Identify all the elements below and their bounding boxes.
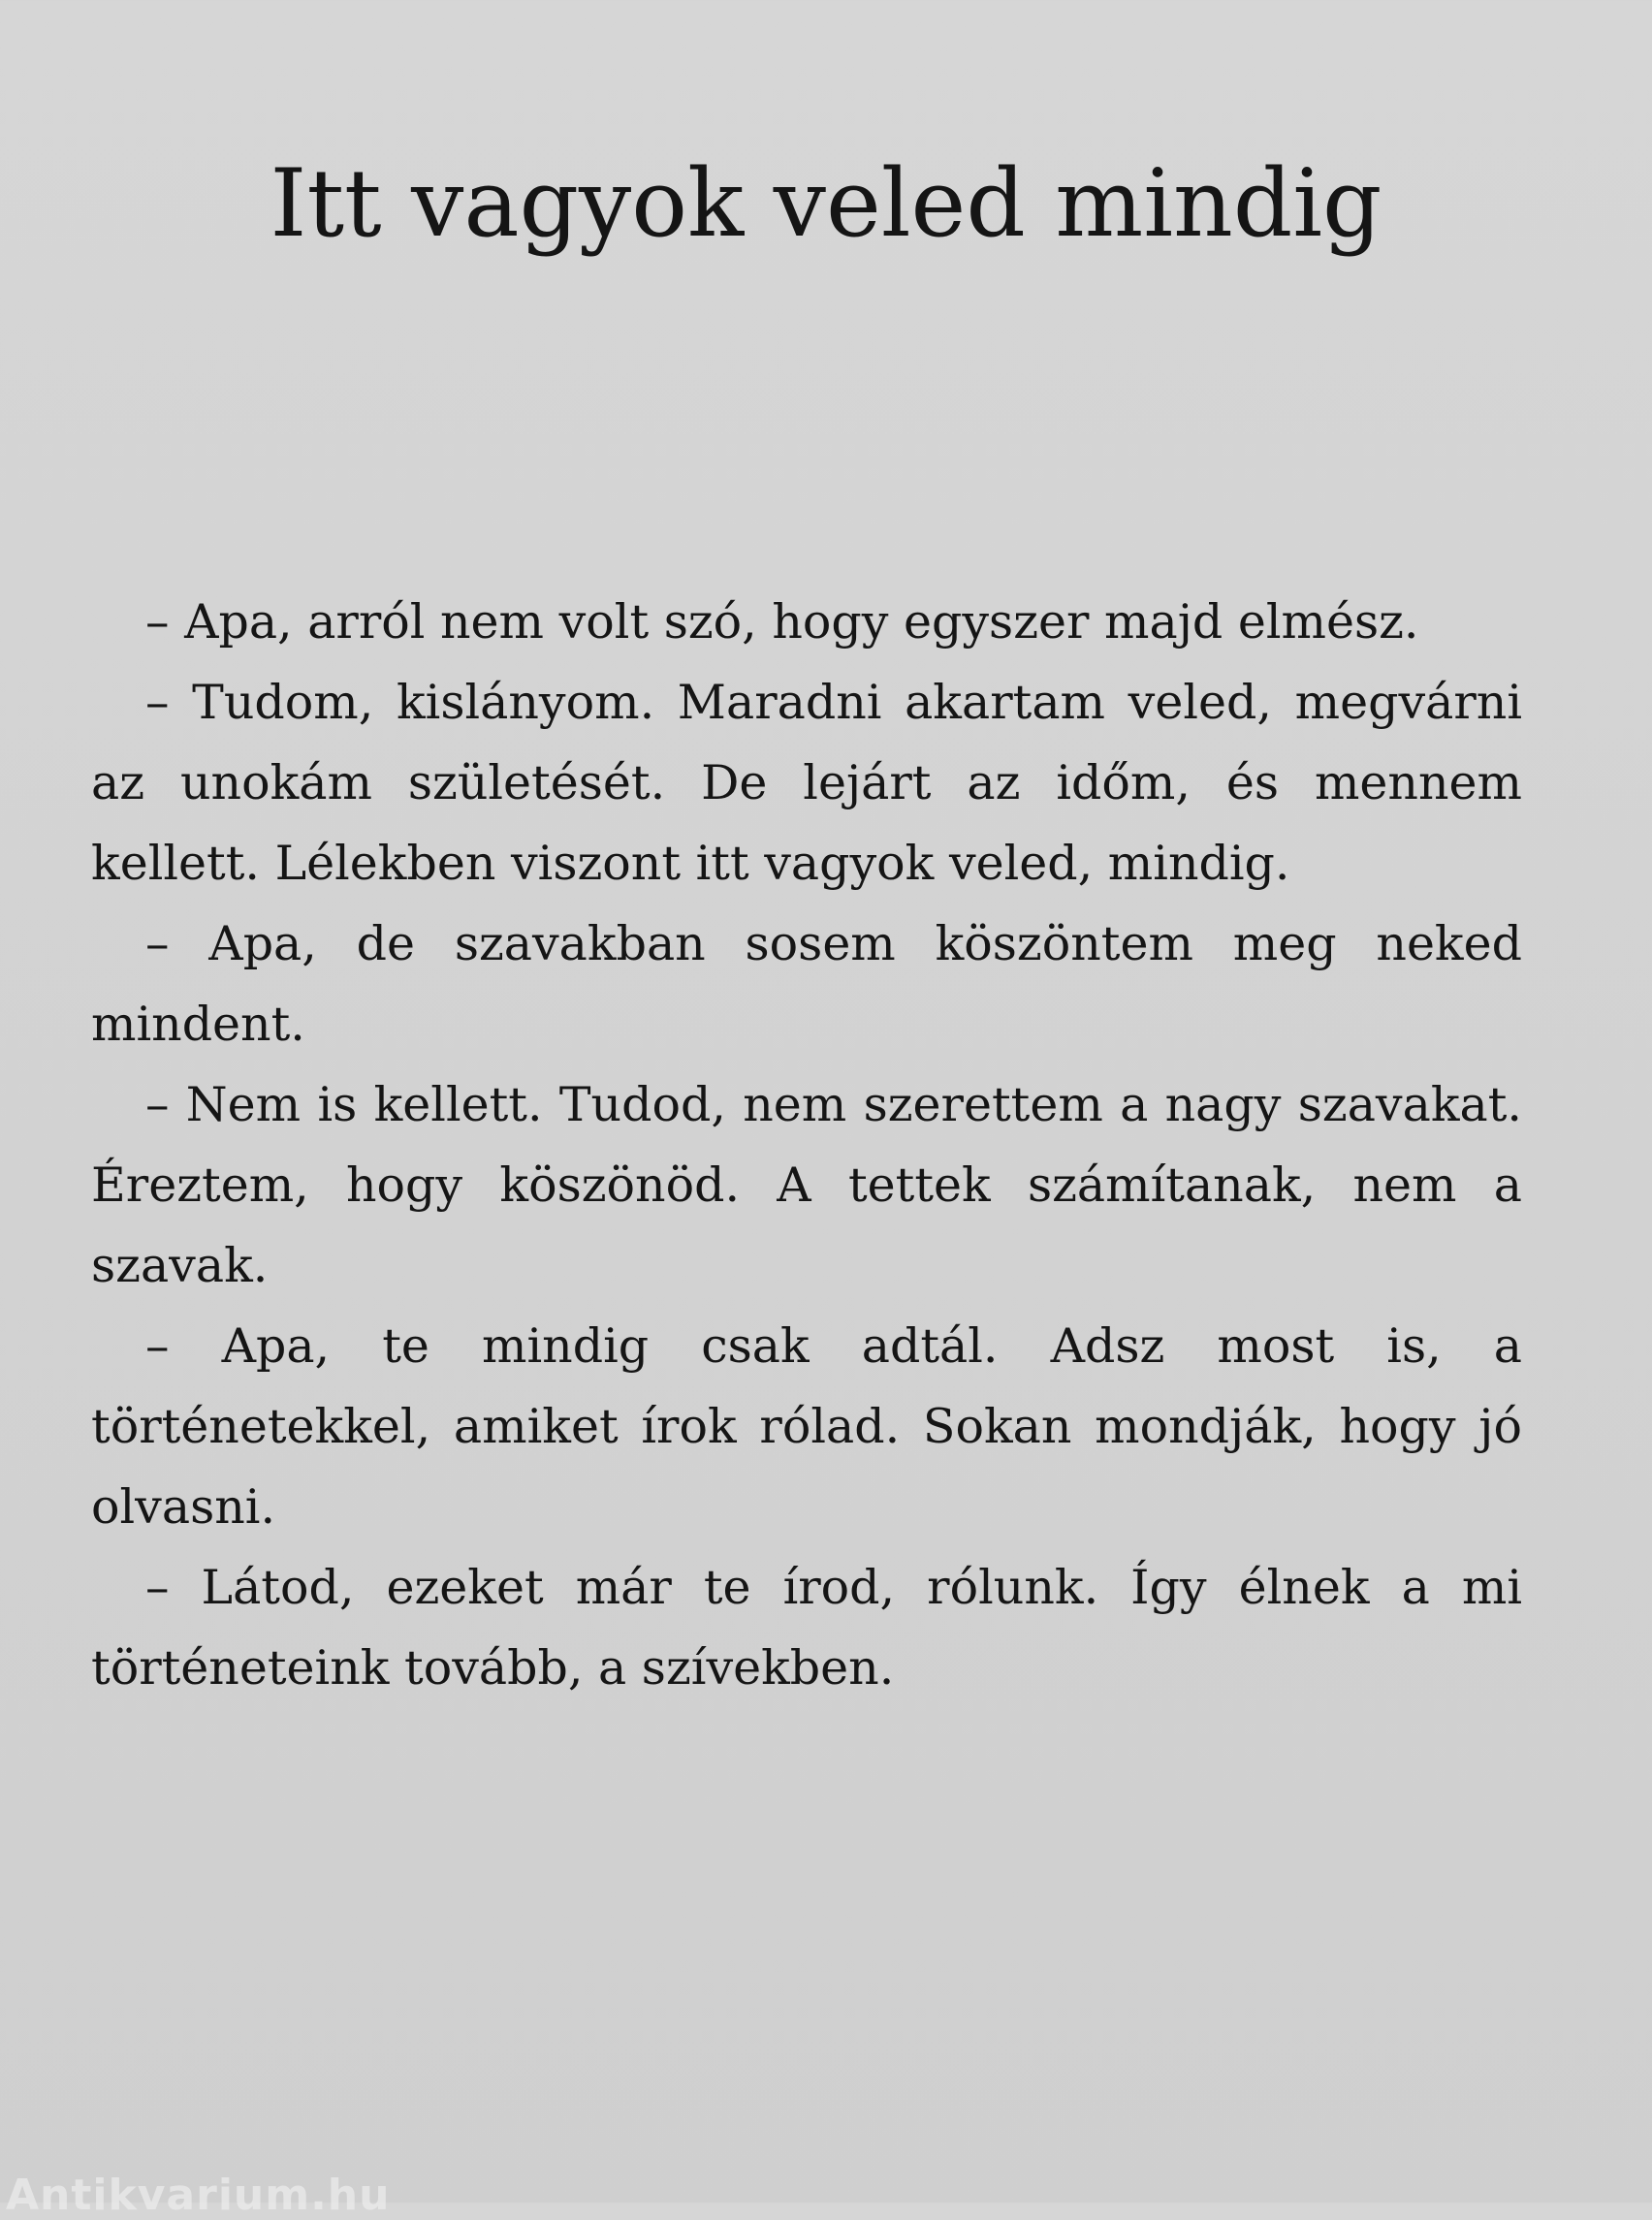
dialogue-paragraph-3: – Apa, de szavakban sosem köszöntem meg neked mindent. (91, 916, 1522, 1052)
dialogue-paragraph-1: – Apa, arról nem volt szó, hogy egyszer majd elmész. (145, 594, 1419, 650)
dialogue-paragraph-5: – Apa, te mindig csak adtál. Adsz most is, a történetekkel, amiket írok rólad. Sokan mondják, hogy jó olvasni. (91, 1318, 1522, 1535)
dialogue-paragraph-4: – Nem is kellett. Tudod, nem szerettem a nagy szavakat. Éreztem, hogy köszönöd. A tettek számítanak, nem a szavak. (91, 1077, 1522, 1293)
dialogue-paragraph-6: – Látod, ezeket már te írod, rólunk. Így élnek a mi történeteink tovább, a szívekben. (91, 1560, 1522, 1696)
dialogue-paragraph-2: – Tudom, kislányom. Maradni akartam veled, megvárni az unokám születését. De lejárt az időm, és mennem kellett. Lélekben viszont itt vagyok veled, mindig. (91, 675, 1522, 891)
watermark: Antikvarium.hu (6, 2171, 391, 2220)
chapter-title: Itt vagyok veled mindig (270, 149, 1382, 258)
chapter-body (91, 582, 1522, 1708)
